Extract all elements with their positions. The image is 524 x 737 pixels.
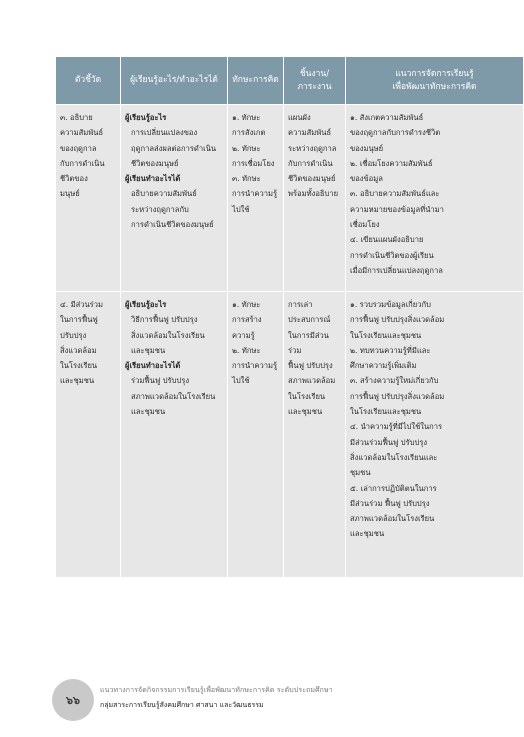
doing-text: อธิบายความสัมพันธ์ ระหว่างฤดูกาลกับ การดำเนินชีวิตของมนุษย์ — [131, 189, 214, 230]
header-activities: แนวการจัดการเรียนรู้ เพื่อพัฒนาทักษะการคิด — [392, 68, 477, 92]
header-thinking-skills: ทักษะการคิด — [228, 57, 284, 104]
header-work: ชิ้นงาน/ ภาระงาน — [284, 57, 346, 104]
doing-title: ผู้เรียนทำอะไรได้ — [125, 361, 181, 371]
learning-text: การเปลี่ยนแปลงของ ฤดูกาลส่งผลต่อการดำเนิน ชีวิตของมนุษย์ — [131, 128, 217, 168]
learning-cell — [121, 105, 228, 291]
work-cell: การเล่า ประสบการณ์ ในการมีส่วนร่วม ฟื้นฟู ปรับปรุง สภาพแวดล้อม ในโรงเรียน และชุมชน — [284, 292, 346, 577]
indicator-cell: ๓. อธิบาย ความสัมพันธ์ ของฤดูกาล กับการดำเนิน ชีวิตของ มนุษย์ — [56, 105, 121, 291]
indicator-cell: ๔. มีส่วนร่วม ในการฟื้นฟู ปรับปรุง สิ่งแวดล้อม ในโรงเรียน และชุมชน — [56, 292, 121, 577]
learning-text: วิธีการฟื้นฟู ปรับปรุง สิ่งแวดล้อมในโรงเรียน และชุมชน — [131, 315, 205, 355]
header-indicator: ตัวชี้วัด — [56, 57, 121, 104]
activities-cell: ๑. รวบรวมข้อมูลเกี่ยวกับ การฟื้นฟู ปรับปรุงสิ่งแวดล้อม ในโรงเรียนและชุมชน ๒. ทบทวนความรู้ที่มีและ ศึกษาความรู้เพิ่มเติม ๓. สร้างความรู้ใหม่เกี่ยวกับ การฟื้นฟู ปรับปรุงสิ่งแวดล้อม ในโรงเรียนและชุมชน ๔. นำความรู้ที่มีไปใช้ในการ มีส่วนร่วมฟื้นฟู ปรับปรุง สิ่งแวดล้อมในโรงเรียนและ ชุมชน ๕. เล่าการปฏิบัติตนในการ มีส่วนร่วม ฟื้นฟู ปรับปรุง สภาพแวดล้อมในโรงเรียน และชุมชน — [350, 300, 445, 539]
header-learning: ผู้เรียนรู้อะไร/ทำอะไรได้ — [121, 57, 228, 104]
work-cell: แผนผัง ความสัมพันธ์ ระหว่างฤดูกาล กับการดำเนิน ชีวิตของมนุษย์ พร้อมทั้งอธิบาย — [284, 105, 346, 291]
learning-title: ผู้เรียนรู้อะไร — [125, 113, 167, 122]
table-row — [56, 104, 523, 291]
skills-cell: ๑. ทักษะ การสร้างความรู้ ๒. ทักษะ การนำความรู้ ไปใช้ — [228, 292, 284, 577]
learning-title: ผู้เรียนรู้อะไร — [125, 300, 167, 309]
table-header — [56, 57, 523, 104]
table-row — [56, 291, 523, 577]
doing-title: ผู้เรียนทำอะไรได้ — [125, 174, 181, 184]
footer-subject-group: กลุ่มสาระการเรียนรู้สังคมศึกษา ศาสนา และวัฒนธรรม — [100, 701, 264, 709]
learning-cell — [121, 292, 228, 577]
doing-text: ร่วมฟื้นฟู ปรับปรุง สภาพแวดล้อมในโรงเรียน และชุมชน — [131, 376, 216, 417]
curriculum-table — [56, 57, 523, 577]
page-number-badge: ๖๖ — [52, 679, 94, 721]
skills-cell: ๑. ทักษะ การสังเกต ๒. ทักษะ การเชื่อมโยง ๓. ทักษะ การนำความรู้ ไปใช้ — [228, 105, 284, 291]
activities-cell: ๑. สังเกตความสัมพันธ์ ของฤดูกาลกับการดำรงชีวิต ของมนุษย์ ๒. เชื่อมโยงความสัมพันธ์ ของข้อมูล ๓. อธิบายความสัมพันธ์และ ความหมายของข้อมูลที่นำมา เชื่อมโยง ๔. เขียนแผนผังอธิบาย การดำเนินชีวิตของผู้เรียน เมื่อมีการเปลี่ยนแปลงฤดูกาล — [350, 113, 444, 275]
footer-book-title: แนวทางการจัดกิจกรรมการเรียนรู้เพื่อพัฒนาทักษะการคิด ระดับประถมศึกษา — [100, 686, 333, 694]
